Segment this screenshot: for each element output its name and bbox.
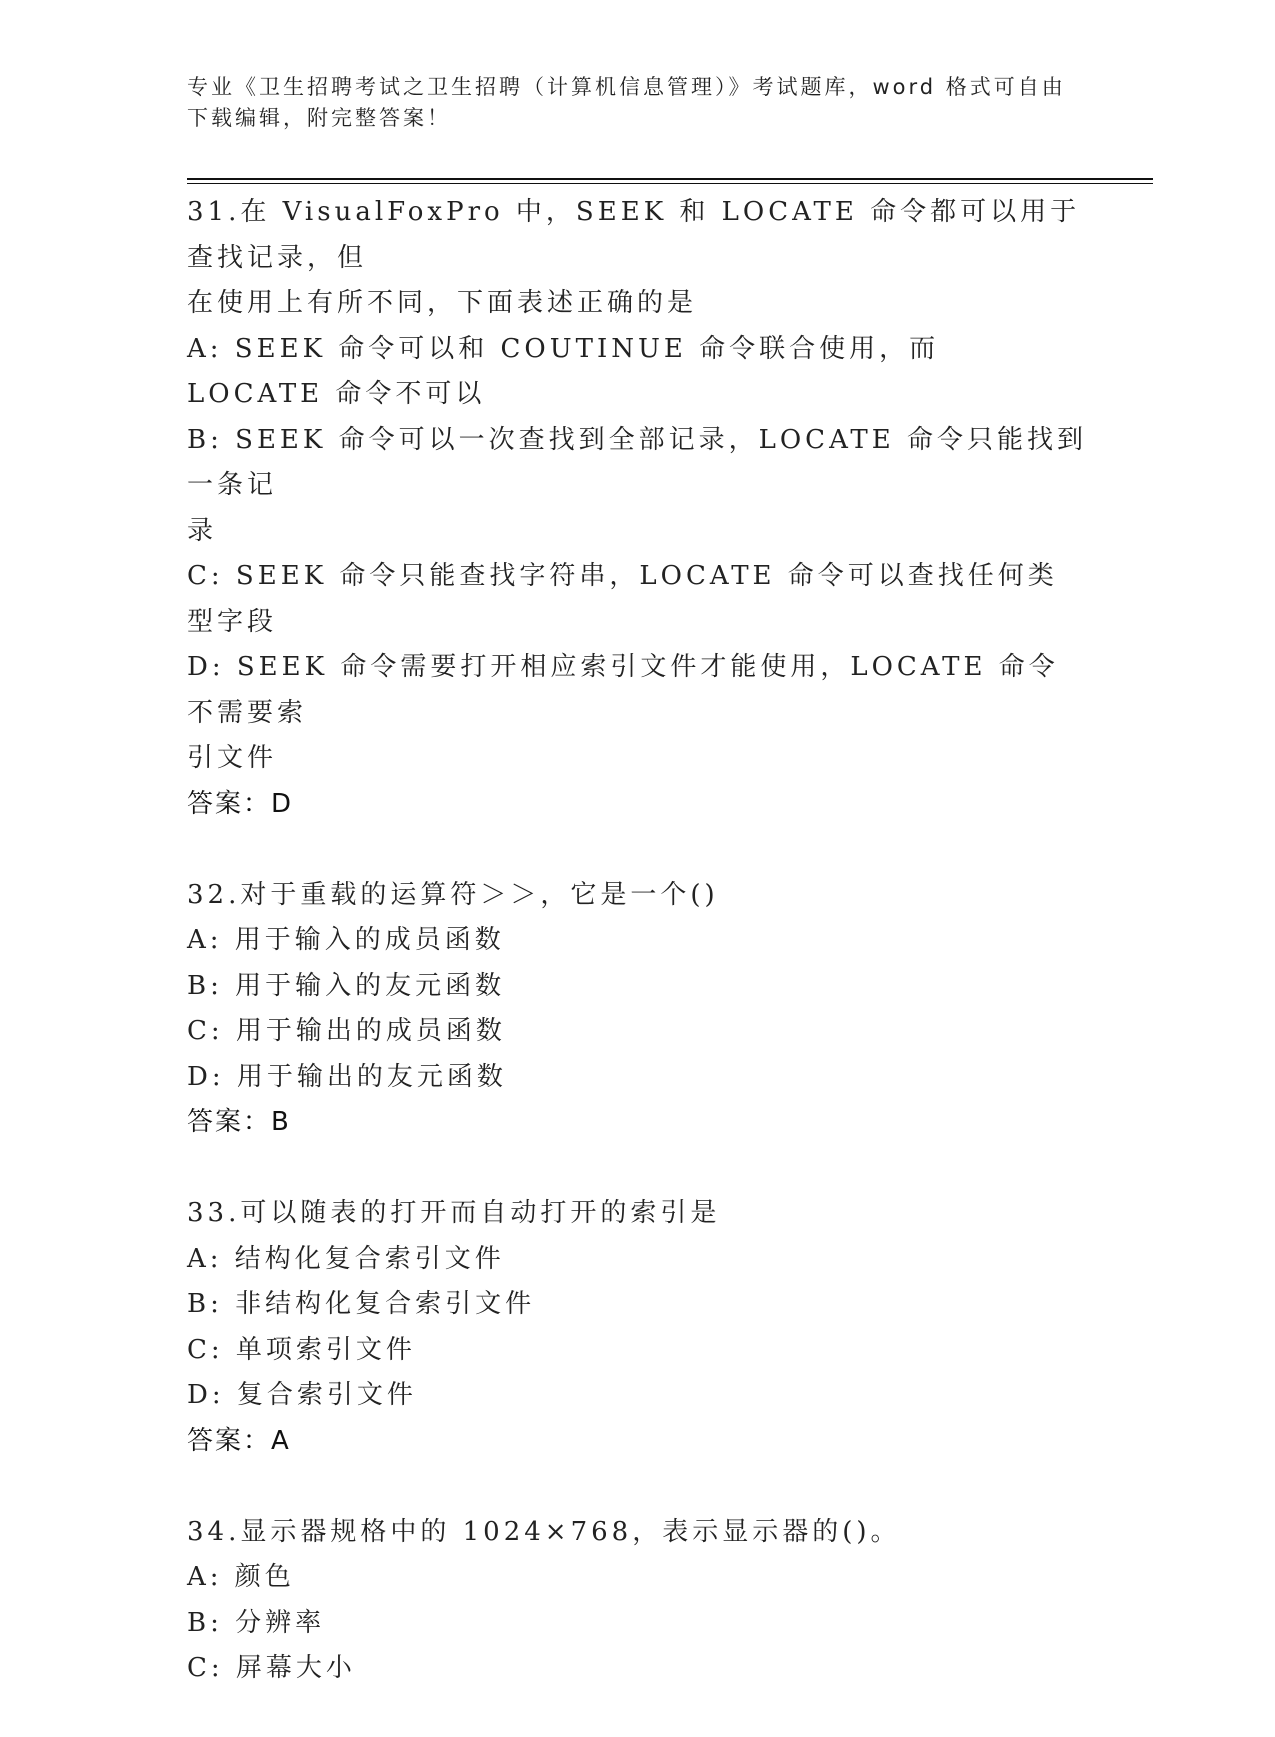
answer-option: B: 非结构化复合索引文件 — [187, 1289, 536, 1319]
answer-option: B: 用于输入的友元函数 — [187, 970, 506, 1001]
answer-option: C: SEEK 命令只能查找字符串，LOCATE 命令可以查找任何类型字段 — [187, 561, 1058, 637]
answer-option: D: SEEK 命令需要打开相应索引文件才能使用，LOCATE 命令不需要索 — [187, 652, 1059, 728]
answer-option: B: SEEK 命令可以一次查找到全部记录，LOCATE 命令只能找到一条记 — [187, 424, 1088, 500]
answer-option: A: SEEK 命令可以和 COUTINUE 命令联合使用，而 LOCATE 命令不可以 — [187, 333, 940, 409]
question-stem: 33.可以随表的打开而自动打开的索引是 — [187, 1198, 721, 1228]
question-item — [187, 1510, 1087, 1692]
question-stem: 34.显示器规格中的 1024×768，表示显示器的()。 — [187, 1516, 901, 1547]
answer-option: C: 单项索引文件 — [187, 1334, 416, 1365]
answer-option: 引文件 — [187, 743, 278, 773]
question-list — [187, 190, 1087, 1737]
answer-key: 答案：A — [187, 1425, 291, 1456]
question-item — [187, 190, 1087, 827]
answer-option: A: 用于输入的成员函数 — [187, 925, 505, 955]
question-stem: 31.在 VisualFoxPro 中，SEEK 和 LOCATE 命令都可以用于查找记录，但 — [187, 197, 1081, 273]
answer-option: C: 用于输出的成员函数 — [187, 1016, 506, 1046]
question-stem: 在使用上有所不同，下面表述正确的是 — [187, 288, 698, 318]
answer-option: D: 用于输出的友元函数 — [187, 1061, 507, 1092]
answer-option: A: 颜色 — [187, 1562, 295, 1592]
header-divider-thin — [187, 183, 1153, 184]
question-item — [187, 873, 1087, 1146]
answer-key: 答案：B — [187, 1107, 291, 1137]
header-divider-thick — [187, 178, 1153, 180]
answer-option: 录 — [187, 515, 218, 546]
answer-key: 答案：D — [187, 788, 294, 819]
answer-option: D: 复合索引文件 — [187, 1380, 417, 1410]
answer-option: A: 结构化复合索引文件 — [187, 1243, 505, 1274]
answer-option: C: 屏幕大小 — [187, 1653, 356, 1683]
page-header-intro: 专业《卫生招聘考试之卫生招聘（计算机信息管理）》考试题库，word 格式可自由下载编辑，附完整答案！ — [187, 75, 1066, 130]
answer-option: B: 分辨率 — [187, 1607, 326, 1638]
question-item — [187, 1191, 1087, 1464]
question-stem: 32.对于重载的运算符＞＞，它是一个() — [187, 879, 719, 910]
